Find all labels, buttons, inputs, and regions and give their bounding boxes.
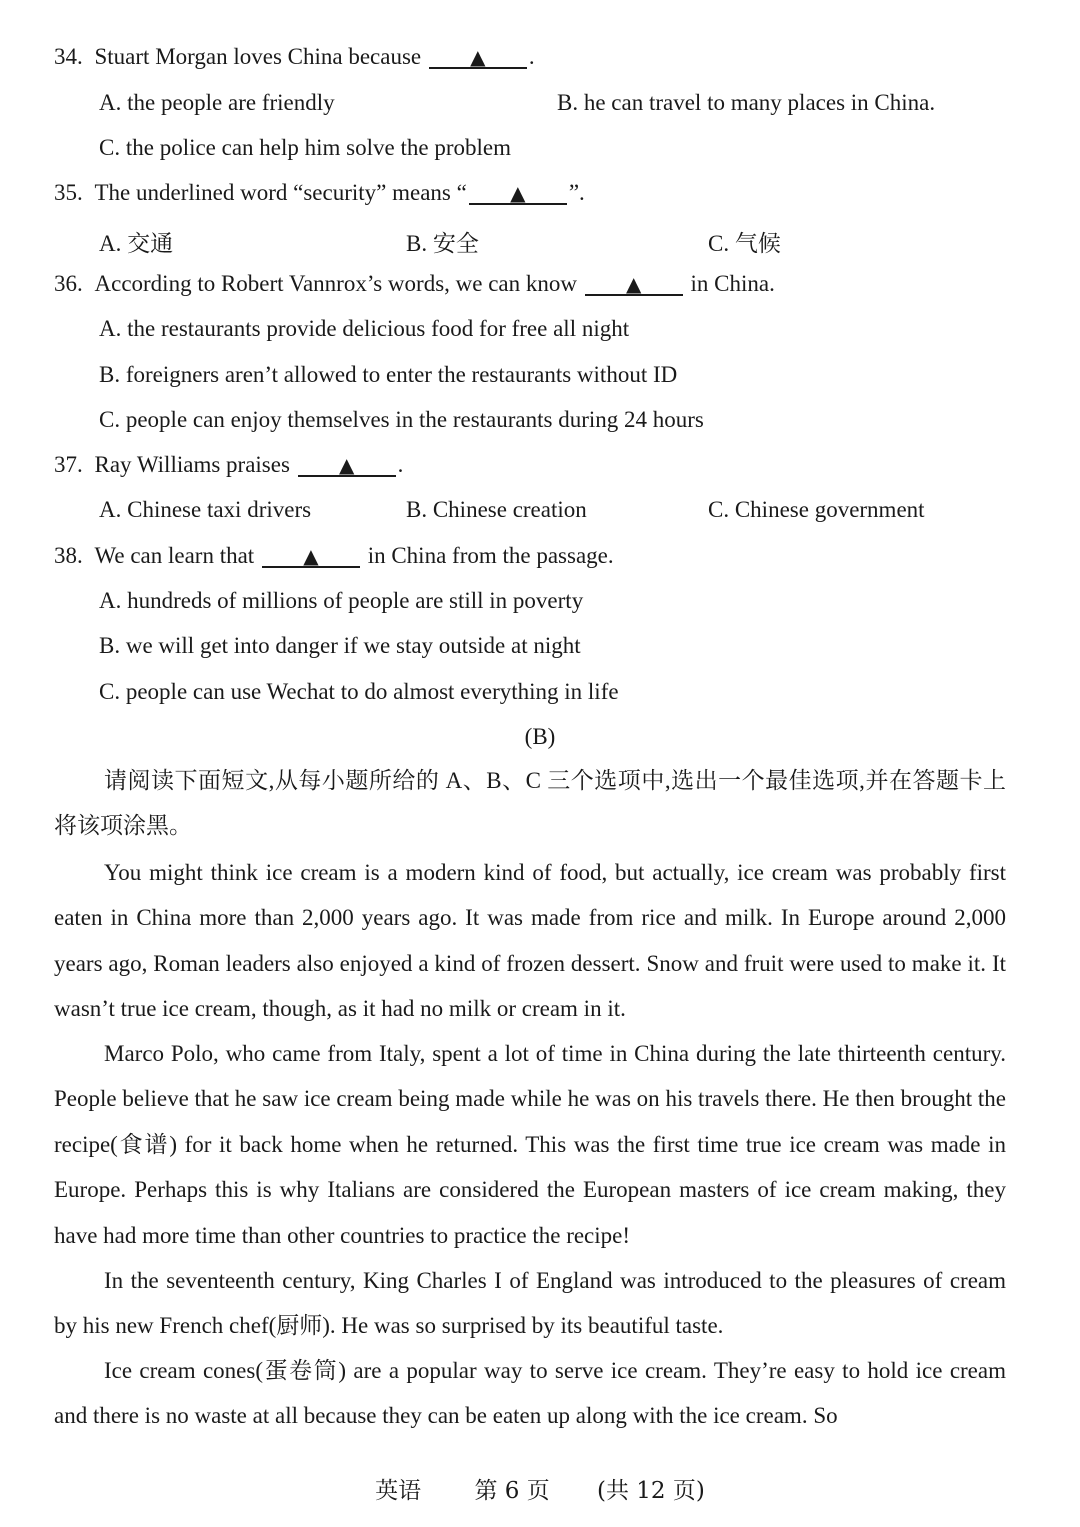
question-35 xyxy=(54,180,585,206)
question-37 xyxy=(54,452,403,478)
passage-paragraph-1: You might think ice cream is a modern kind of food, but actually, ice cream was probably first eaten in China more than 2,000 years ago. It was made from rice and milk. In Europe around 2,000 years ago, Roman leaders also enjoyed a kind of frozen dessert. Snow and fruit were used to make it. It wasn’t true ice cream, though, as it had no milk or cream in it. xyxy=(54,860,1006,1022)
question-number: 34. xyxy=(54,44,83,69)
question-stem: We can learn that xyxy=(94,543,255,568)
footer-subject: 英语 xyxy=(375,1478,422,1504)
footer-page: 第 6 页 xyxy=(474,1478,550,1504)
option-37-b: B. Chinese creation xyxy=(406,497,587,522)
answer-blank: ▲ xyxy=(469,183,567,205)
option-36-c: C. people can enjoy themselves in the restaurants during 24 hours xyxy=(99,407,704,432)
option-34-a: A. the people are friendly xyxy=(99,90,335,115)
question-stem: Ray Williams praises xyxy=(94,452,290,477)
question-number: 36. xyxy=(54,271,83,296)
option-34-b: B. he can travel to many places in China. xyxy=(557,90,936,115)
question-stem-end: . xyxy=(397,452,404,477)
instruction-text: 请阅读下面短文,从每小题所给的 A、B、C 三个选项中,选出一个最佳选项,并在答题卡上将该项涂黑。 xyxy=(54,768,1006,839)
passage-paragraph-2: Marco Polo, who came from Italy, spent a lot of time in China during the late thirteenth century. People believe that he saw ice cream being made while he was on his travels there. He then brought the recipe(食谱) for it back home when he returned. This was the first time true ice cream was made in Europe. Perhaps this is why Italians are considered the European masters of ice cream making, they have had more time than other countries to practice the recipe! xyxy=(54,1041,1006,1248)
question-number: 38. xyxy=(54,543,83,568)
answer-blank: ▲ xyxy=(298,455,396,477)
question-stem: The underlined word “security” means “ xyxy=(94,180,467,205)
option-38-c: C. people can use Wechat to do almost everything in life xyxy=(99,679,619,704)
option-37-c: C. Chinese government xyxy=(708,497,925,522)
question-stem-end: ”. xyxy=(568,180,585,205)
footer-total: (共 12 页) xyxy=(597,1478,705,1504)
answer-blank: ▲ xyxy=(429,47,527,69)
option-35-b: B. 安全 xyxy=(406,231,479,256)
option-37-a: A. Chinese taxi drivers xyxy=(99,497,312,522)
passage-paragraph-4: Ice cream cones(蛋卷筒) are a popular way to serve ice cream. They’re easy to hold ice cream and there is no waste at all because they can be eaten up along with the ice cream. So xyxy=(54,1358,1006,1429)
option-35-c: C. 气候 xyxy=(708,231,781,256)
passage-paragraph-3: In the seventeenth century, King Charles I of England was introduced to the pleasures of cream by his new French chef(厨师). He was so surprised by its beautiful taste. xyxy=(54,1268,1006,1339)
option-38-a: A. hundreds of millions of people are still in poverty xyxy=(99,588,584,613)
question-stem-end: in China. xyxy=(690,271,775,296)
option-35-a: A. 交通 xyxy=(99,231,174,256)
option-36-a: A. the restaurants provide delicious food for free all night xyxy=(99,316,630,341)
question-stem-end: . xyxy=(528,44,535,69)
option-34-c: C. the police can help him solve the problem xyxy=(99,135,511,160)
question-36 xyxy=(54,271,775,297)
question-number: 37. xyxy=(54,452,83,477)
answer-blank: ▲ xyxy=(262,546,360,568)
question-38 xyxy=(54,543,614,569)
question-stem-end: in China from the passage. xyxy=(367,543,614,568)
page-footer xyxy=(0,1472,1080,1505)
option-38-b: B. we will get into danger if we stay outside at night xyxy=(99,633,581,658)
question-stem: According to Robert Vannrox’s words, we can know xyxy=(94,271,577,296)
question-stem: Stuart Morgan loves China because xyxy=(94,44,422,69)
section-title: (B) xyxy=(524,724,556,749)
question-34 xyxy=(54,44,535,70)
answer-blank: ▲ xyxy=(585,274,683,296)
option-36-b: B. foreigners aren’t allowed to enter the restaurants without ID xyxy=(99,362,678,387)
question-number: 35. xyxy=(54,180,83,205)
